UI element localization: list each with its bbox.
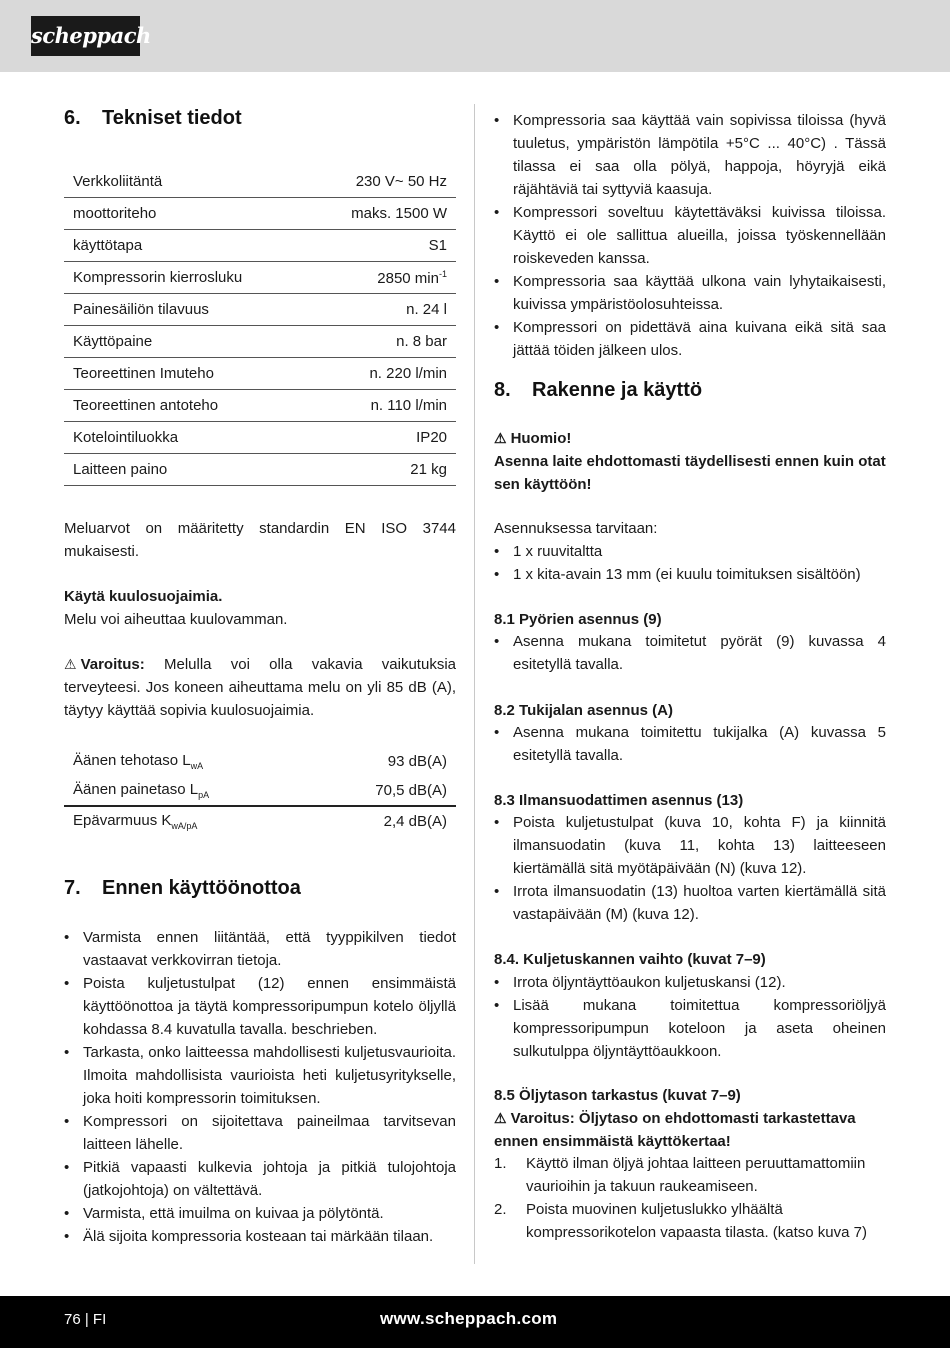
spec-label: Teoreettinen antoteho [64, 390, 308, 422]
spec-value: 2850 $\min^{-1}$ [308, 262, 456, 294]
noise-row [64, 747, 456, 776]
item-number: 2. [494, 1201, 507, 1218]
needed-tools-list [494, 540, 886, 586]
website-link[interactable]: www.scheppach.com [380, 1309, 558, 1328]
spec-label: käyttötapa [64, 230, 308, 262]
section-7-list [64, 926, 456, 1248]
warning-triangle-icon: ⚠ [64, 656, 77, 672]
section-8-heading: 8. Rakenne ja käyttö [494, 379, 703, 401]
list-item: • 1 x kita-avain 13 mm (ei kuulu toimituksen sisältöön) [494, 563, 886, 586]
section-8-2-heading: 8.2 Tukijalan asennus (A) [494, 702, 673, 719]
tech-specs-table [64, 166, 456, 486]
spec-value: n. 110 l/min [308, 390, 456, 422]
note-text: Asenna laite ehdottomasti täydellisesti ennen kuin otat sen käyttöön! [494, 453, 886, 493]
list-item: • Kompressori on pidettävä aina kuivana eikä sitä saa jättää töiden jälkeen ulos. [494, 316, 886, 362]
list-item: • Poista kuljetustulpat (12) ennen ensimmäistä käyttöönottoa ja täytä kompressoripumpun kotelo öljyllä kohdassa 8.4 kuvatulla tavalla. beschrieben. [64, 972, 456, 1041]
spec-label: Kompressorin kierrosluku [64, 262, 308, 294]
list-item: • Asenna mukana toimitetut pyörät (9) kuvassa 4 esitetyllä tavalla. [494, 630, 886, 676]
noise-value: 93 dB(A) [387, 753, 447, 770]
item-text: Poista muovinen kuljetuslukko ylhäältä kompressorikotelon vapaasta tilasta. (katso kuva 7) [526, 1201, 867, 1241]
list-item: • Asenna mukana toimitettu tukijalka (A) kuvassa 5 esitetyllä tavalla. [494, 721, 886, 767]
warning-triangle-icon: ⚠ [494, 430, 507, 446]
spec-label: Laitteen paino [64, 454, 308, 486]
spec-label: moottoriteho [64, 198, 308, 230]
noise-values-table [64, 747, 456, 836]
section-8-5-warning: ⚠ Varoitus: Öljytaso on ehdottomasti tarkastettava ennen ensimmäistä käyttökertaa! [494, 1107, 886, 1153]
section-8-4-list [494, 971, 886, 1063]
noise-intro: Meluarvot on määritetty standardin EN ISO 3744 mukaisesti. [64, 520, 456, 560]
section-8-2-list [494, 721, 886, 767]
note-label: ⚠ Huomio! [494, 427, 886, 450]
section-8-5-heading: 8.5 Öljytason tarkastus (kuvat 7–9) [494, 1087, 741, 1104]
spec-row [64, 390, 456, 422]
item-text: Käyttö ilman öljyä johtaa laitteen peruuttamattomiin vaurioihin ja takuun raukeamiseen. [526, 1155, 866, 1195]
spec-row [64, 422, 456, 454]
list-item: • Lisää mukana toimitettua kompressoriöljyä kompressoripumpun koteloon ja aseta oheinen sulkutulppa öljyntäyttöaukkoon. [494, 994, 886, 1063]
section-7-heading: 7. Ennen käyttöönottoa [64, 877, 301, 899]
noise-value: 2,4 dB(A) [383, 813, 447, 830]
list-item: • Älä sijoita kompressoria kosteaan tai märkään tilaan. [64, 1225, 456, 1248]
section-7-list-continued [494, 109, 886, 362]
spec-value: n. 220 l/min [308, 358, 456, 390]
list-item: • Irrota ilmansuodatin (13) huoltoa varten kiertämällä sitä vastapäivään (M) (kuva 12). [494, 880, 886, 926]
list-item: • Kompressoria saa käyttää ulkona vain lyhytaikaisesti, kuivissa ympäristöolosuhteissa. [494, 270, 886, 316]
spec-row [64, 166, 456, 198]
spec-value: IP20 [308, 422, 456, 454]
section-8-5-list [494, 1152, 886, 1244]
spec-value: maks. 1500 W [308, 198, 456, 230]
ear-protection-title: Käytä kuulosuojaimia. [64, 588, 223, 605]
list-item: • Pitkiä vapaasti kulkevia johtoja ja pitkiä tulojohtoja (jatkojohtoja) on vältettävä. [64, 1156, 456, 1202]
section-8-1-list [494, 630, 886, 676]
list-item: • Kompressoria saa käyttää vain sopivissa tiloissa (hyvä tuuletus, ympäristön lämpötila +5°C ... 40°C) . Tässä tilassa ei saa olla pölyä, happoja, höyryjä eikä räjähtäviä tai syttyviä kaasuja. [494, 109, 886, 201]
spec-value: 230 V~ 50 Hz [308, 166, 456, 198]
spec-label: Käyttöpaine [64, 326, 308, 358]
noise-warning: ⚠ Varoitus: Melulla voi olla vakavia vaikutuksia terveyteesi. Jos koneen aiheuttama melu on yli 85 dB (A), täytyy käyttää sopivia kuulosuojaimia. [64, 653, 456, 722]
ear-protection-text: Melu voi aiheuttaa kuulovamman. [64, 611, 288, 628]
section-6-heading: 6. Tekniset tiedot [64, 107, 242, 129]
noise-label: Äänen tehotaso $L_{wA}$ [73, 752, 204, 771]
section-8-3-heading: 8.3 Ilmansuodattimen asennus (13) [494, 792, 744, 809]
column-divider [474, 104, 475, 1264]
spec-label: Verkkoliitäntä [64, 166, 308, 198]
spec-value: 21 kg [308, 454, 456, 486]
spec-label: Teoreettinen Imuteho [64, 358, 308, 390]
spec-label: Painesäiliön tilavuus [64, 294, 308, 326]
numbered-item [494, 1198, 886, 1244]
list-item: • Tarkasta, onko laitteessa mahdollisesti kuljetusvaurioita. Ilmoita mahdollisista vaurioista heti kuljetusyritykselle, joka hoiti kompressorin toimituksen. [64, 1041, 456, 1110]
noise-row [64, 776, 456, 806]
spec-label: Kotelointiluokka [64, 422, 308, 454]
section-8-4-heading: 8.4. Kuljetuskannen vaihto (kuvat 7–9) [494, 951, 766, 968]
spec-row [64, 358, 456, 390]
spec-value: n. 24 l [308, 294, 456, 326]
list-item: • Varmista, että imuilma on kuivaa ja pölytöntä. [64, 1202, 456, 1225]
section-8-1-heading: 8.1 Pyörien asennus (9) [494, 611, 662, 628]
spec-value: n. 8 bar [308, 326, 456, 358]
list-item: • Kompressori on sijoitettava paineilmaa tarvitsevan laitteen lähelle. [64, 1110, 456, 1156]
numbered-item [494, 1152, 886, 1198]
spec-row [64, 230, 456, 262]
page-footer [0, 1296, 950, 1348]
item-number: 1. [494, 1155, 507, 1172]
spec-row [64, 326, 456, 358]
list-item: • Irrota öljyntäyttöaukon kuljetuskansi (12). [494, 971, 886, 994]
list-item: • 1 x ruuvitaltta [494, 540, 886, 563]
noise-row [64, 806, 456, 836]
needed-intro: Asennuksessa tarvitaan: [494, 520, 658, 537]
warning-triangle-icon: ⚠ [494, 1110, 507, 1126]
noise-label: Äänen painetaso $L_{pA}$ [64, 776, 312, 806]
page-header [0, 0, 950, 72]
list-item: • Varmista ennen liitäntää, että tyyppikilven tiedot vastaavat verkkovirran tietoja. [64, 926, 456, 972]
list-item: • Kompressori soveltuu käytettäväksi kuivissa tiloissa. Käyttö ei ole sallittua alueilla, joissa työskennellään roiskeveden kanssa. [494, 201, 886, 270]
list-item: • Poista kuljetustulpat (kuva 10, kohta F) ja kiinnitä ilmansuodatin (kuva 11, kohta 13) laitteeseen kiertämällä sitä myötäpäivään (N) (kuva 12). [494, 811, 886, 880]
spec-row [64, 294, 456, 326]
noise-label: Epävarmuus $K_{wA/pA}$ [73, 812, 198, 831]
spec-value: S1 [308, 230, 456, 262]
section-8-3-list [494, 811, 886, 926]
noise-value: 70,5 dB(A) [312, 776, 456, 806]
page-number: 76 | FI [64, 1311, 107, 1328]
brand-logo: scheppach [31, 16, 140, 56]
spec-row [64, 198, 456, 230]
spec-row [64, 454, 456, 486]
spec-row [64, 262, 456, 294]
